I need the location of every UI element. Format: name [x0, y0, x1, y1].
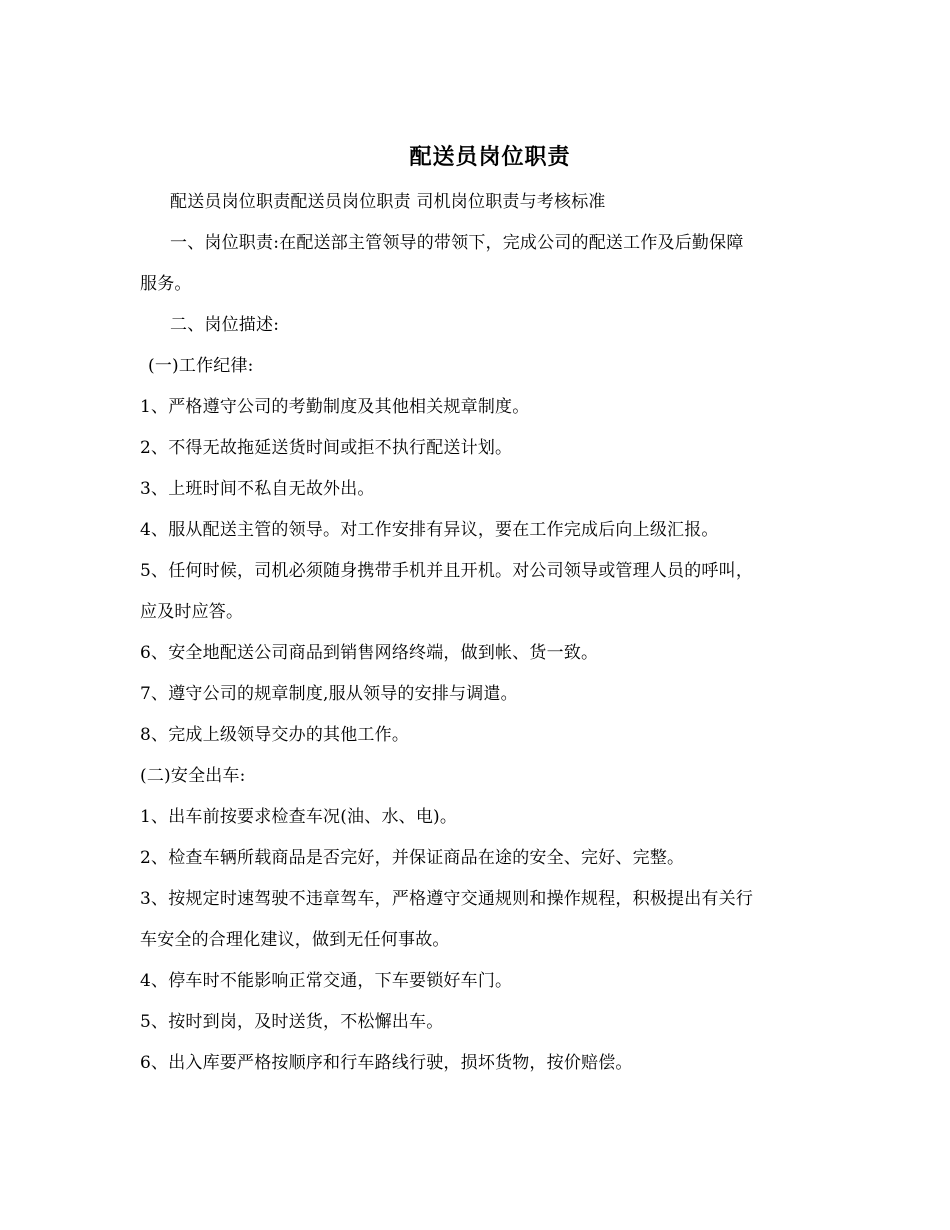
section-responsibility-continuation: 服务。 [140, 274, 192, 294]
safety-item: 2、检查车辆所载商品是否完好，并保证商品在途的安全、完好、完整。 [140, 848, 685, 868]
discipline-item: 6、安全地配送公司商品到销售网络终端，做到帐、货一致。 [140, 643, 599, 663]
discipline-item: 8、完成上级领导交办的其他工作。 [140, 725, 410, 745]
safety-item: 4、停车时不能影响正常交通，下车要锁好车门。 [140, 971, 513, 991]
section-description-heading: 二、岗位描述: [170, 315, 280, 335]
section-responsibility-line: 一、岗位职责:在配送部主管领导的带领下，完成公司的配送工作及后勤保障 [170, 233, 744, 253]
safety-item-continuation: 车安全的合理化建议，做到无任何事故。 [140, 930, 450, 950]
subsection-discipline-heading: (一)工作纪律: [148, 356, 254, 376]
discipline-item: 1、严格遵守公司的考勤制度及其他相关规章制度。 [140, 397, 530, 417]
document-title: 配送员岗位职责 [409, 144, 571, 170]
safety-item: 3、按规定时速驾驶不违章驾车，严格遵守交通规则和操作规程，积极提出有关行 [140, 889, 754, 909]
discipline-item-continuation: 应及时应答。 [140, 602, 244, 622]
subsection-safety-heading: (二)安全出车: [140, 766, 246, 786]
safety-item: 5、按时到岗，及时送货，不松懈出车。 [140, 1012, 444, 1032]
discipline-item: 3、上班时间不私自无故外出。 [140, 479, 375, 499]
discipline-item: 7、遵守公司的规章制度,服从领导的安排与调遣。 [140, 684, 518, 704]
document-body [140, 182, 810, 1084]
safety-item: 1、出车前按要求检查车况(油、水、电)。 [140, 807, 458, 827]
safety-item: 6、出入库要严格按顺序和行车路线行驶，损坏货物，按价赔偿。 [140, 1053, 633, 1073]
discipline-item: 2、不得无故拖延送货时间或拒不执行配送计划。 [140, 438, 513, 458]
discipline-item: 5、任何时候，司机必须随身携带手机并且开机。对公司领导或管理人员的呼叫， [140, 561, 754, 581]
intro-paragraph: 配送员岗位职责配送员岗位职责 司机岗位职责与考核标准 [170, 192, 606, 212]
discipline-item: 4、服从配送主管的领导。对工作安排有异议，要在工作完成后向上级汇报。 [140, 520, 719, 540]
